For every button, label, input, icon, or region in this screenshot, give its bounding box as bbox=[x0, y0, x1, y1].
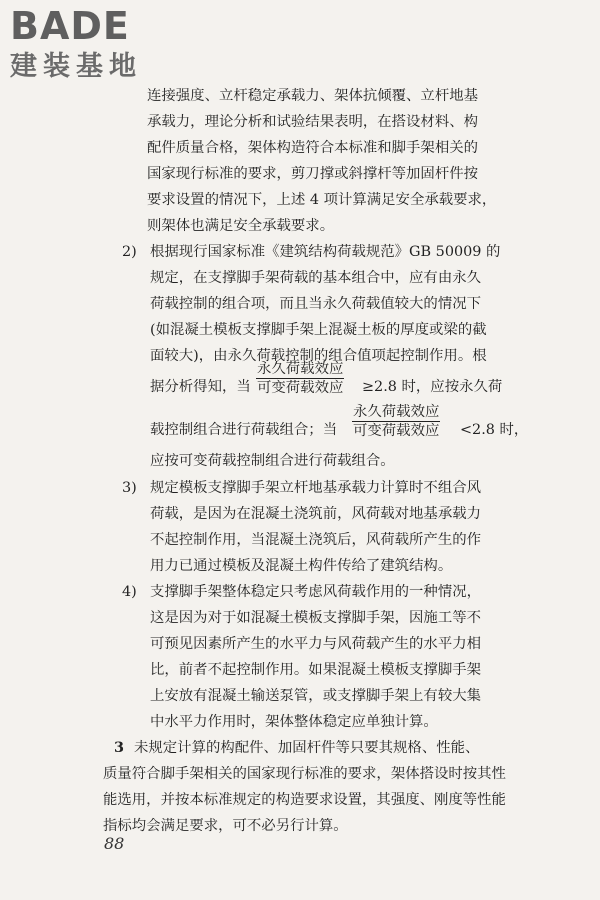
text-line: 规定模板支撑脚手架立杆地基承载力计算时不组合风 bbox=[150, 480, 481, 496]
text-line: 要求设置的情况下，上述 4 项计算满足安全承载要求， bbox=[147, 192, 497, 208]
list-number: 2) bbox=[122, 244, 137, 260]
text-line: 能选用，并按本标准规定的构造要求设置，其强度、刚度等性能 bbox=[103, 792, 506, 808]
text-line: (如混凝土模板支撑脚手架上混凝土板的厚度或梁的截 bbox=[150, 322, 487, 338]
fraction-numerator: 永久荷载效应 bbox=[353, 404, 440, 420]
text-line: 未规定计算的构配件、加固杆件等只要其规格、性能、 bbox=[134, 740, 480, 756]
formula-suffix: <2.8 时， bbox=[460, 422, 529, 438]
text-line: 连接强度、立杆稳定承载力、架体抗倾覆、立杆地基 bbox=[147, 88, 478, 104]
logo-title: BADE bbox=[10, 4, 130, 48]
text-line: 支撑脚手架整体稳定只考虑风荷载作用的一种情况， bbox=[150, 584, 481, 600]
text-line: 规定，在支撑脚手架荷载的基本组合中，应有由永久 bbox=[150, 270, 481, 286]
text-line: 则架体也满足安全承载要求。 bbox=[147, 218, 335, 234]
text-line: 用力已通过模板及混凝土构件传给了建筑结构。 bbox=[150, 558, 453, 574]
text-line: 比，前者不起控制作用。如果混凝土模板支撑脚手架 bbox=[150, 662, 481, 678]
text-line: 质量符合脚手架相关的国家现行标准的要求，架体搭设时按其性 bbox=[103, 766, 506, 782]
fraction-denominator: 可变荷载效应 bbox=[257, 380, 344, 396]
text-line: 指标均会满足要求，可不必另行计算。 bbox=[103, 818, 348, 834]
list-number: 4) bbox=[122, 584, 137, 600]
text-line: 中水平力作用时，架体整体稳定应单独计算。 bbox=[150, 714, 438, 730]
text-line: 国家现行标准的要求，剪刀撑或斜撑杆等加固杆件按 bbox=[147, 166, 478, 182]
text-line: 不起控制作用，当混凝土浇筑后，风荷载所产生的作 bbox=[150, 532, 481, 548]
formula-prefix: 据分析得知，当 bbox=[150, 379, 251, 395]
text-line: 这是因为对于如混凝土模板支撑脚手架，因施工等不 bbox=[150, 610, 481, 626]
formula-suffix: ≥2.8 时，应按永久荷 bbox=[362, 379, 503, 395]
text-line: 荷载，是因为在混凝土浇筑前，风荷载对地基承载力 bbox=[150, 506, 481, 522]
text-line: 根据现行国家标准《建筑结构荷载规范》GB 50009 的 bbox=[150, 244, 501, 260]
text-line: 荷载控制的组合项，而且当永久荷载值较大的情况下 bbox=[150, 296, 481, 312]
formula-prefix: 载控制组合进行荷载组合；当 bbox=[150, 422, 338, 438]
text-line: 上安放有混凝土输送泵管，或支撑脚手架上有较大集 bbox=[150, 688, 481, 704]
text-line: 面较大)，由永久荷载控制的组合值项起控制作用。根 bbox=[150, 348, 487, 364]
text-line: 可预见因素所产生的水平力与风荷载产生的水平力相 bbox=[150, 636, 481, 652]
list-number: 3) bbox=[122, 480, 137, 496]
site-logo bbox=[10, 6, 180, 84]
fraction-denominator: 可变荷载效应 bbox=[353, 423, 440, 439]
text-line: 配件质量合格，架体构造符合本标准和脚手架相关的 bbox=[147, 140, 478, 156]
fraction bbox=[256, 360, 344, 397]
fraction bbox=[352, 403, 440, 440]
text-line: 应按可变荷载控制组合进行荷载组合。 bbox=[150, 453, 395, 469]
page-number: 88 bbox=[104, 834, 125, 853]
fraction-numerator: 永久荷载效应 bbox=[257, 361, 344, 377]
section-number: 3 bbox=[114, 739, 125, 756]
text-line: 承载力，理论分析和试验结果表明，在搭设材料、构 bbox=[147, 114, 478, 130]
logo-subtitle: 建装基地 bbox=[10, 51, 142, 82]
